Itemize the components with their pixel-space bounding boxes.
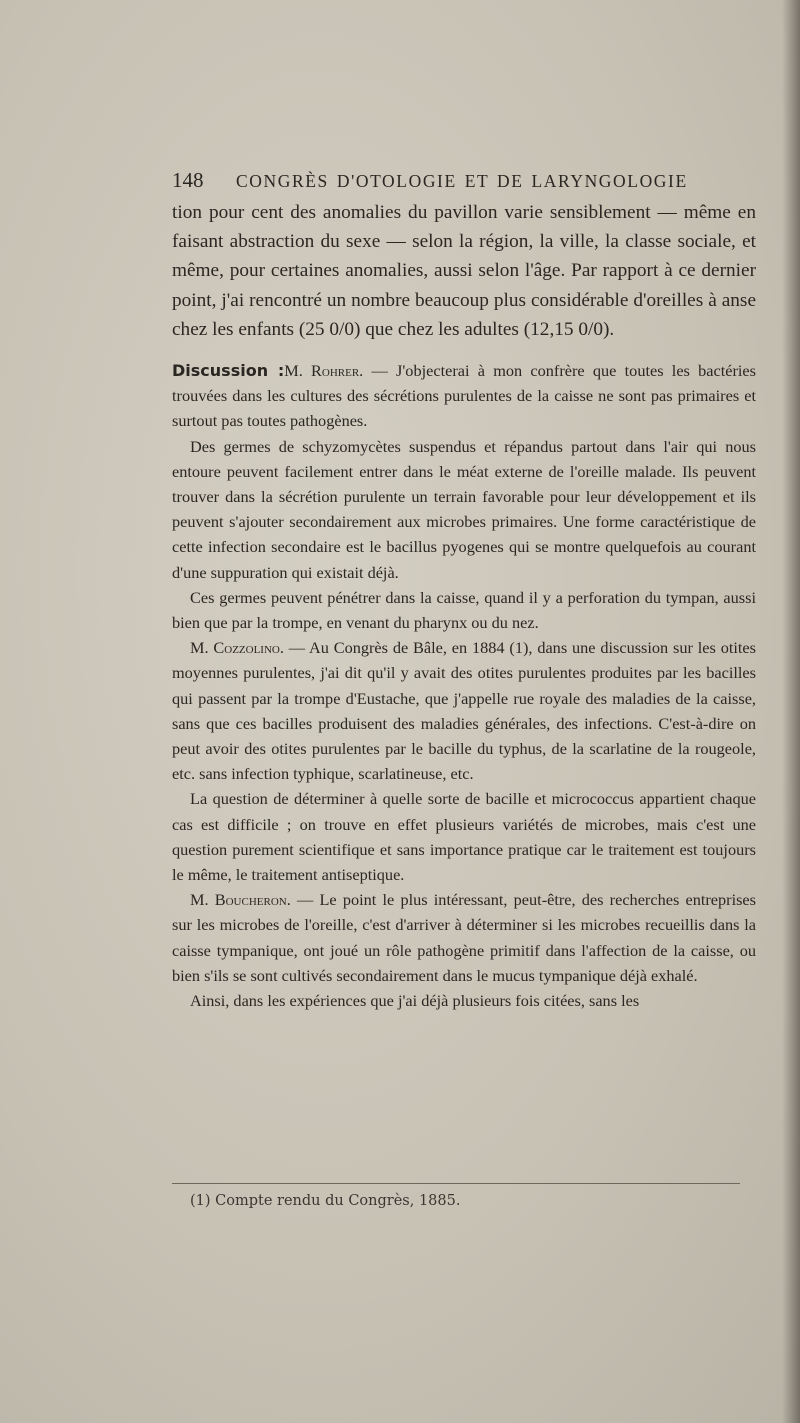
intro-section xyxy=(172,198,756,344)
footnote: (1) Compte rendu du Congrès, 1885. xyxy=(190,1193,461,1209)
speaker-boucheron: M. Boucheron. xyxy=(190,890,291,910)
cozzolino-text: — Au Congrès de Bâle, en 1884 (1), dans une discussion sur les otites moyennes purulentes, j'ai dit qu'il y avait des otites purulentes produites par les bacilles qui passent par la trompe d'Eustache, que j'appelle rue royale des maladies de la caisse, sans que ces bacilles produisent des maladies générales, des infections. C'est-à-dire on peut avoir des otites purulentes par le bacille du typhus, de la scarlatine de la rougeole, etc. sans infection typhique, scarlatineuse, etc. xyxy=(172,638,756,784)
paragraph-germes: Ces germes peuvent pénétrer dans la caisse, quand il y a perforation du tympan, aussi bien que par la trompe, en venant du pharynx ou du nez. xyxy=(172,587,756,633)
paragraph-ainsi: Ainsi, dans les expériences que j'ai déjà plusieurs fois citées, sans les xyxy=(190,991,640,1011)
discussion-section xyxy=(172,358,756,1013)
discussion-label: Discussion : xyxy=(172,361,285,381)
discussion-paragraph-boucheron xyxy=(172,887,756,988)
running-head: CONGRÈS D'OTOLOGIE ET DE LARYNGOLOGIE xyxy=(236,171,688,191)
page-body xyxy=(172,198,756,1013)
page-edge-shadow xyxy=(782,0,800,1423)
speaker-cozzolino: M. Cozzolino. xyxy=(190,638,284,658)
footnote-divider xyxy=(172,1183,740,1184)
page-header xyxy=(172,168,756,193)
intro-paragraph: tion pour cent des anomalies du pavillon varie sensiblement — même en faisant abstraction du sexe — selon la région, la ville, la classe sociale, et même, pour certaines anomalies, aussi selon l'âge. Par rapport à ce dernier point, j'ai rencontré un nombre beaucoup plus considérable d'oreilles à anse chez les enfants (25 0/0) que chez les adultes (12,15 0/0). xyxy=(172,202,756,340)
rohrer-text: — J'objecterai à mon confrère que toutes les bactéries trouvées dans les cultures des sécrétions purulentes de la caisse ne sont pas primaires et surtout pas toutes pathogènes. xyxy=(172,361,756,431)
paragraph-schyzomycetes: Des germes de schyzomycètes suspendus et répandus partout dans l'air qui nous entoure peuvent facilement entrer dans le méat externe de l'oreille malade. Ils peuvent trouver dans la sécrétion purulente un terrain favorable pour leur développement et ils peuvent s'ajouter secondairement aux microbes primaires. Une forme caractéristique de cette infection secondaire est le bacillus pyogenes qui se montre quelquefois au courant d'une suppuration qui existait déjà. xyxy=(172,436,756,582)
paragraph-question: La question de déterminer à quelle sorte de bacille et micrococcus appartient chaque cas est difficile ; on trouve en effet plusieurs variétés de microbes, mais c'est une question purement scientifique et sans importance pratique car le traitement est toujours le même, le traitement antiseptique. xyxy=(172,789,756,885)
page-number: 148 xyxy=(172,168,204,192)
discussion-paragraph-cozzolino xyxy=(172,635,756,786)
discussion-paragraph-rohrer xyxy=(172,358,756,434)
speaker-rohrer: M. Rohrer. xyxy=(284,361,364,381)
boucheron-text: — Le point le plus intéressant, peut-être, des recherches entreprises sur les microbes de l'oreille, c'est d'arriver à déterminer si les microbes recueillis dans la caisse tympanique, ont joué un rôle pathogène primitif dans l'affection de la caisse, ou bien s'ils se sont cultivés secondairement dans le mucus tympanique déjà exhalé. xyxy=(172,890,756,985)
